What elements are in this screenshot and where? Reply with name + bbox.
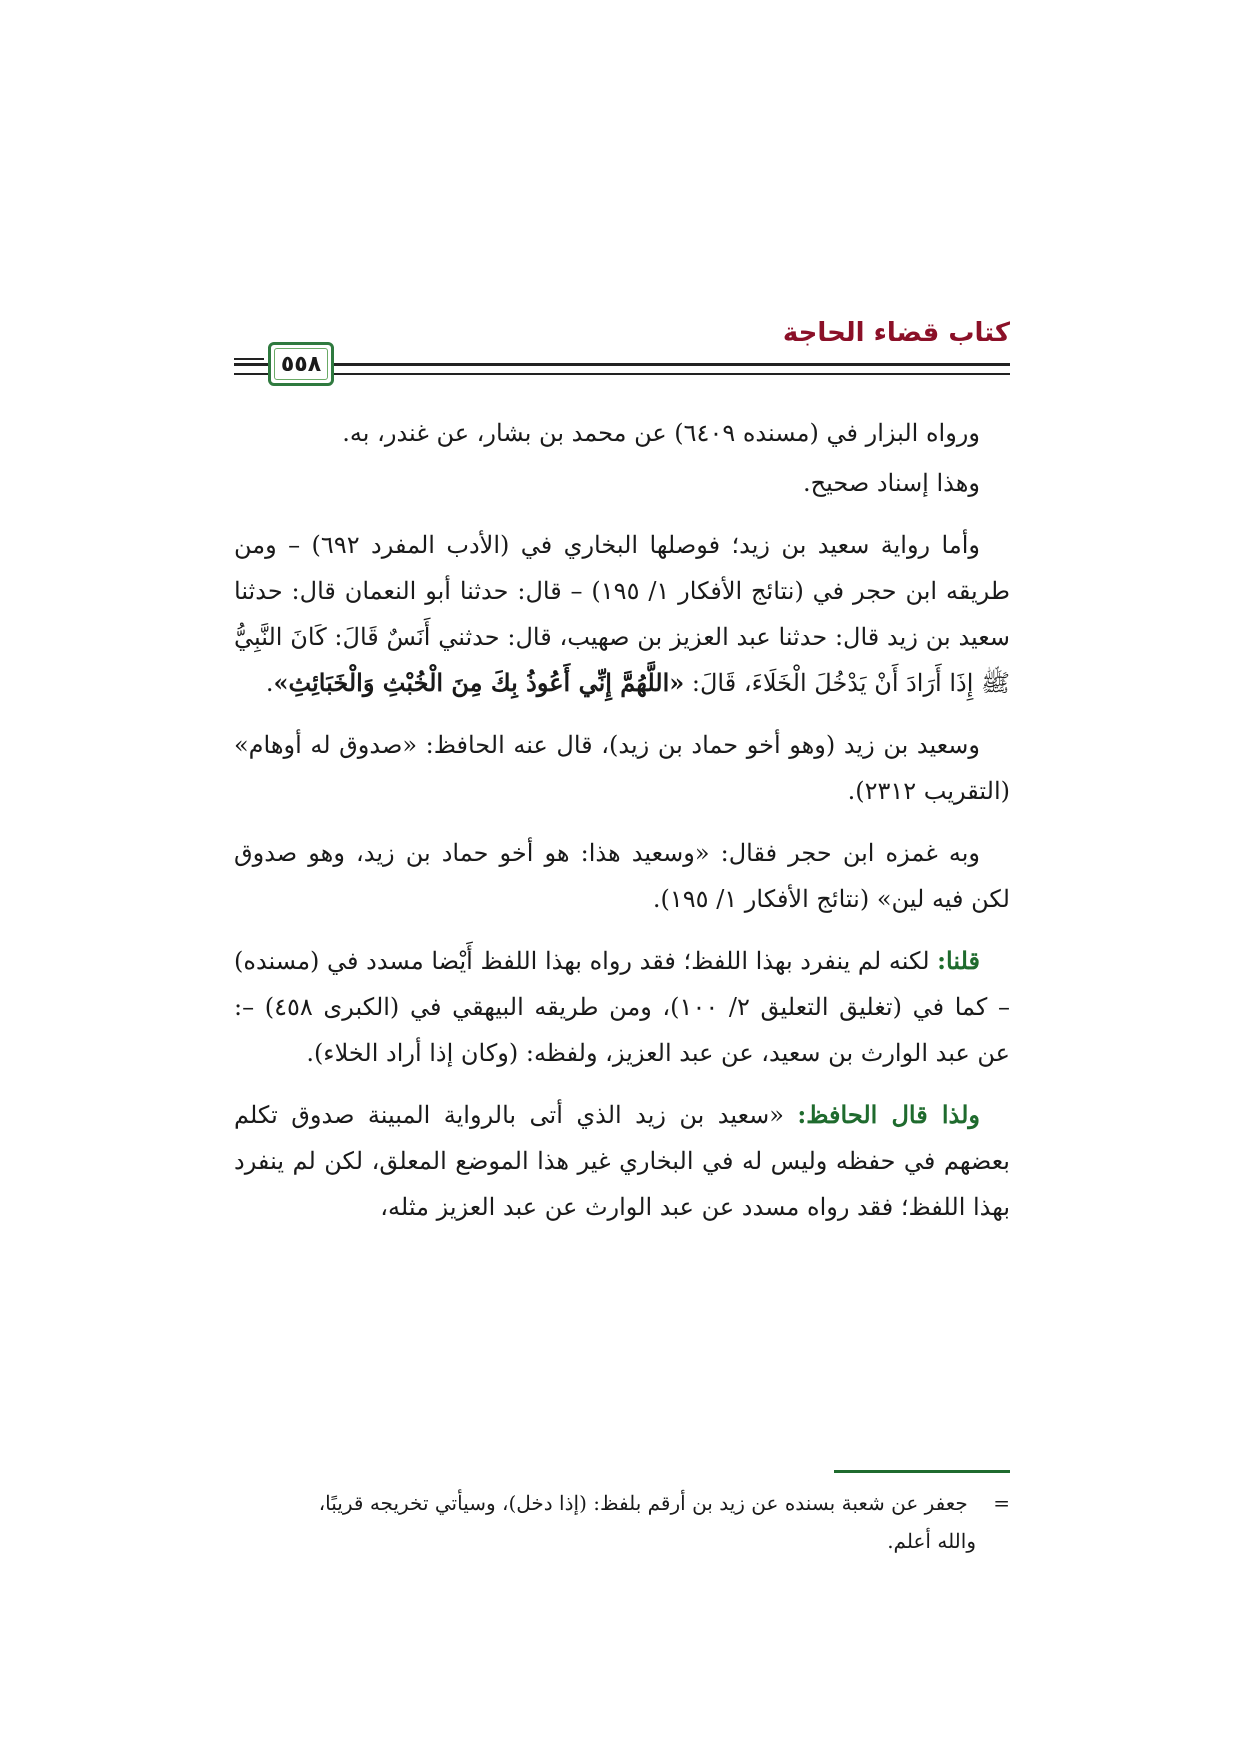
paragraph-qulna — [234, 938, 1010, 1076]
footnote-marker: = — [993, 1491, 1010, 1515]
page-number: ٥٥٨ — [280, 351, 322, 377]
paragraph-hafiz-quote — [234, 1092, 1010, 1230]
footnote-line-1: جعفر عن شعبة بسنده عن زيد بن أرقم بلفظ: (إذا دخل)، وسيأتي تخريجه قريبًا، — [318, 1491, 968, 1515]
hadith-text: «اللَّهُمَّ إِنِّي أَعُوذُ بِكَ مِنَ الْخُبْثِ وَالْخَبَائِثِ» — [273, 668, 685, 697]
hafiz-label: ولذا قال الحافظ: — [797, 1100, 980, 1129]
paragraph-said-riwaya — [234, 522, 1010, 706]
said-riwaya-end: . — [265, 669, 274, 697]
book-title: كتاب قضاء الحاجة — [782, 318, 1010, 348]
hafiz-quote-text: «سعيد بن زيد الذي أتى بالرواية المبينة صدوق تكلم بعضهم في حفظه وليس له في البخاري غير هذا الموضع المعلق، لكن لم ينفرد بهذا اللفظ؛ فقد رواه مسدد عن عبد الوارث عن عبد العزيز مثله، — [234, 1101, 1010, 1221]
said-riwaya-text: وأما رواية سعيد بن زيد؛ فوصلها البخاري في (الأدب المفرد ٦٩٢) – ومن طريقه ابن حجر في (نتائج الأفكار ١/ ١٩٥) – قال: حدثنا أبو النعمان قال: حدثنا سعيد بن زيد قال: حدثنا عبد العزيز بن صهيب، قال: حدثني أَنَسٌ قَالَ: كَانَ النَّبِيُّ ﷺ إِذَا أَرَادَ أَنْ يَدْخُلَ الْخَلَاءَ، قَالَ: — [234, 531, 1010, 697]
header-rule-top — [234, 363, 1010, 366]
footnote-line-2: والله أعلم. — [887, 1529, 976, 1553]
paragraph-bazzar: ورواه البزار في (مسنده ٦٤٠٩) عن محمد بن بشار، عن غندر، به. — [342, 419, 980, 447]
page-number-badge — [268, 342, 334, 386]
main-text — [234, 410, 1010, 1246]
footnote — [234, 1484, 1010, 1560]
paragraph-ibn-hajar: وبه غمزه ابن حجر فقال: «وسعيد هذا: هو أخو حماد بن زيد، وهو صدوق لكن فيه لين» (نتائج الأفكار ١/ ١٩٥). — [234, 839, 1010, 913]
qulna-label: قلنا: — [937, 946, 980, 975]
header-rule-left — [234, 358, 264, 360]
footnote-separator — [834, 1470, 1010, 1473]
qulna-text: لكنه لم ينفرد بهذا اللفظ؛ فقد رواه بهذا اللفظ أَيْضا مسدد في (مسنده) – كما في (تغليق التعليق ٢/ ١٠٠)، ومن طريقه البيهقي في (الكبرى ٤٥٨) –: عن عبد الوارث بن سعيد، عن عبد العزيز، ولفظه: (وكان إذا أراد الخلاء). — [234, 947, 1011, 1067]
paragraph-said-hafiz: وسعيد بن زيد (وهو أخو حماد بن زيد)، قال عنه الحافظ: «صدوق له أوهام» (التقريب ٢٣١٢). — [234, 731, 1010, 805]
paragraph-isnad-sahih: وهذا إسناد صحيح. — [802, 469, 980, 497]
header-rule-bottom — [234, 373, 1010, 375]
page-header — [234, 318, 1010, 390]
